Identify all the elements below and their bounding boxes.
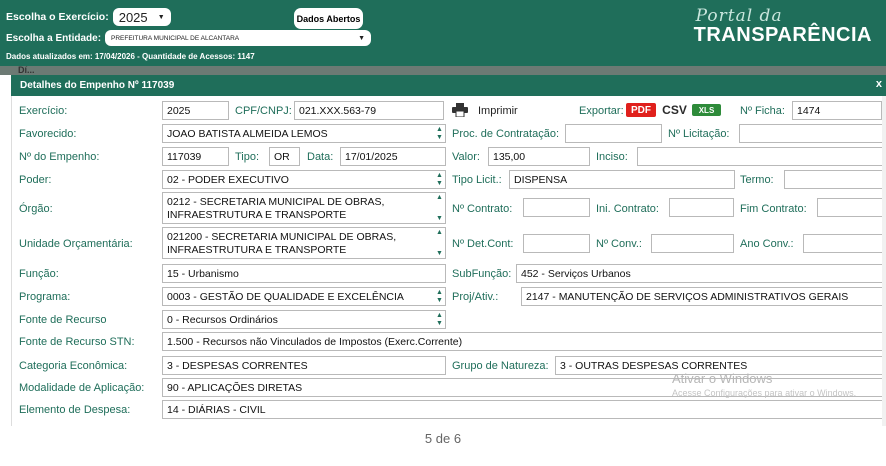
tipo-field: OR	[269, 147, 300, 166]
num-empenho-field: 117039	[162, 147, 229, 166]
spinner-arrows-icon[interactable]: ▲ ▼	[436, 172, 443, 187]
fonte-stn-label: Fonte de Recurso STN:	[19, 336, 135, 348]
portal-logo	[694, 6, 872, 47]
categoria-field: 3 - DESPESAS CORRENTES	[162, 356, 446, 375]
cpf-label: CPF/CNPJ:	[235, 105, 292, 117]
export-xls-button[interactable]: XLS	[692, 104, 721, 116]
chevron-down-icon: ▼	[157, 13, 165, 21]
ini-contrato-label: Ini. Contrato:	[596, 203, 659, 215]
inciso-label: Inciso:	[596, 151, 628, 163]
exercicio-select[interactable]	[113, 8, 171, 26]
num-empenho-label: Nº do Empenho:	[19, 151, 100, 163]
spinner-arrows-icon[interactable]: ▲ ▼	[436, 229, 443, 257]
spinner-arrows-icon[interactable]: ▲ ▼	[436, 289, 443, 304]
ano-conv-label: Ano Conv.:	[740, 238, 794, 250]
modalidade-label: Modalidade de Aplicação:	[19, 382, 145, 394]
tipo-licit-label: Tipo Licit.:	[452, 174, 502, 186]
funcao-field: 15 - Urbanismo	[162, 264, 446, 283]
orgao-field	[162, 192, 446, 224]
portal-header	[0, 0, 886, 66]
grupo-field: 3 - OUTRAS DESPESAS CORRENTES	[555, 356, 885, 375]
printer-icon[interactable]	[452, 103, 468, 117]
exercicio-label: Escolha o Exercício:	[6, 11, 109, 23]
data-field: 17/01/2025	[340, 147, 446, 166]
dados-abertos-button[interactable]: Dados Abertos	[294, 8, 363, 29]
programa-value: 0003 - GESTÃO DE QUALIDADE E EXCELÊNCIA	[167, 290, 404, 303]
categoria-label: Categoria Econômica:	[19, 360, 128, 372]
modalidade-field: 90 - APLICAÇÕES DIRETAS	[162, 378, 885, 397]
exportar-label: Exportar:	[579, 105, 624, 117]
programa-field	[162, 287, 446, 306]
favorecido-label: Favorecido:	[19, 128, 77, 140]
valor-label: Valor:	[452, 151, 480, 163]
chevron-down-icon: ▼	[358, 34, 366, 42]
proc-contratacao-field	[565, 124, 662, 143]
unidade-label: Unidade Orçamentária:	[19, 238, 133, 250]
conv-field	[651, 234, 734, 253]
export-pdf-button[interactable]: PDF	[626, 103, 656, 117]
modal-backdrop	[0, 66, 886, 75]
poder-label: Poder:	[19, 174, 52, 186]
orgao-value: 0212 - SECRETARIA MUNICIPAL DE OBRAS, INFRAESTRUTURA E TRANSPORTE	[167, 196, 385, 221]
fonte-stn-field: 1.500 - Recursos não Vinculados de Impostos (Exerc.Corrente)	[162, 332, 885, 351]
windows-activation-hint: Acesse Configurações para ativar o Windows.	[672, 388, 857, 398]
programa-label: Programa:	[19, 291, 71, 303]
logo-bottom-text: TRANSPARÊNCIA	[693, 24, 872, 46]
termo-label: Termo:	[740, 174, 774, 186]
fim-contrato-field	[817, 198, 885, 217]
background-content-peek: Dí...	[18, 65, 35, 75]
entidade-select-value: PREFEITURA MUNICIPAL DE ALCANTARA	[111, 34, 240, 42]
unidade-value: 021200 - SECRETARIA MUNICIPAL DE OBRAS, INFRAESTRUTURA E TRANSPORTE	[167, 231, 397, 256]
conv-label: Nº Conv.:	[596, 238, 642, 250]
unidade-field	[162, 227, 446, 259]
inciso-field	[637, 147, 885, 166]
update-status: Dados atualizados em: 17/04/2026 - Quantidade de Acessos: 1147	[6, 52, 255, 61]
elemento-label: Elemento de Despesa:	[19, 404, 131, 416]
licitacao-label: Nº Licitação:	[668, 128, 730, 140]
spinner-arrows-icon[interactable]: ▲ ▼	[436, 194, 443, 222]
modal-title-bar	[11, 75, 886, 96]
fonte-field	[162, 310, 446, 329]
proc-contratacao-label: Proc. de Contratação:	[452, 128, 560, 140]
modal-title: Detalhes do Empenho Nº 117039	[20, 80, 175, 91]
exercicio-field-label: Exercício:	[19, 105, 68, 117]
fonte-value: 0 - Recursos Ordinários	[167, 313, 278, 326]
ano-conv-field	[803, 234, 885, 253]
entidade-label: Escolha a Entidade:	[6, 32, 102, 44]
exercicio-select-value: 2025	[118, 9, 148, 25]
entidade-selector-row	[6, 30, 371, 46]
modal-scrollbar[interactable]	[882, 96, 886, 426]
subfuncao-label: SubFunção:	[452, 268, 512, 280]
spinner-arrows-icon[interactable]: ▲ ▼	[436, 312, 443, 327]
ini-contrato-field	[669, 198, 734, 217]
fim-contrato-label: Fim Contrato:	[740, 203, 807, 215]
contrato-field	[523, 198, 590, 217]
favorecido-value: JOAO BATISTA ALMEIDA LEMOS	[167, 127, 328, 140]
proj-ativ-label: Proj/Ativ.:	[452, 291, 499, 303]
logo-top-text: Portal da	[695, 6, 783, 26]
data-label: Data:	[307, 151, 334, 163]
ficha-field: 1474	[792, 101, 882, 120]
contrato-label: Nº Contrato:	[452, 203, 513, 215]
imprimir-button[interactable]: Imprimir	[478, 105, 518, 117]
subfuncao-field: 452 - Serviços Urbanos	[516, 264, 885, 283]
fonte-label: Fonte de Recurso	[19, 314, 107, 326]
orgao-label: Órgão:	[19, 203, 53, 215]
tipo-licit-field: DISPENSA	[509, 170, 735, 189]
export-csv-button[interactable]: CSV	[659, 103, 690, 117]
det-cont-field	[523, 234, 590, 253]
licitacao-field	[739, 124, 885, 143]
elemento-field: 14 - DIÁRIAS - CIVIL	[162, 400, 885, 419]
poder-field	[162, 170, 446, 189]
windows-activation-watermark: Ativar o Windows	[672, 371, 773, 386]
spinner-arrows-icon[interactable]: ▲ ▼	[436, 126, 443, 141]
proj-ativ-field: 2147 - MANUTENÇÃO DE SERVIÇOS ADMINISTRATIVOS GERAIS	[521, 287, 885, 306]
det-cont-label: Nº Det.Cont:	[452, 238, 514, 250]
ficha-label: Nº Ficha:	[740, 105, 785, 117]
termo-field	[784, 170, 885, 189]
cpf-field: 021.XXX.563-79	[294, 101, 444, 120]
valor-field: 135,00	[488, 147, 590, 166]
funcao-label: Função:	[19, 268, 59, 280]
favorecido-field	[162, 124, 446, 143]
tipo-label: Tipo:	[235, 151, 260, 163]
poder-value: 02 - PODER EXECUTIVO	[167, 173, 289, 186]
entidade-select[interactable]	[105, 30, 371, 46]
grupo-label: Grupo de Natureza:	[452, 360, 549, 372]
close-icon[interactable]: x	[875, 78, 882, 90]
exercicio-selector-row	[6, 8, 171, 26]
exercicio-field: 2025	[162, 101, 229, 120]
page-indicator: 5 de 6	[424, 431, 462, 446]
